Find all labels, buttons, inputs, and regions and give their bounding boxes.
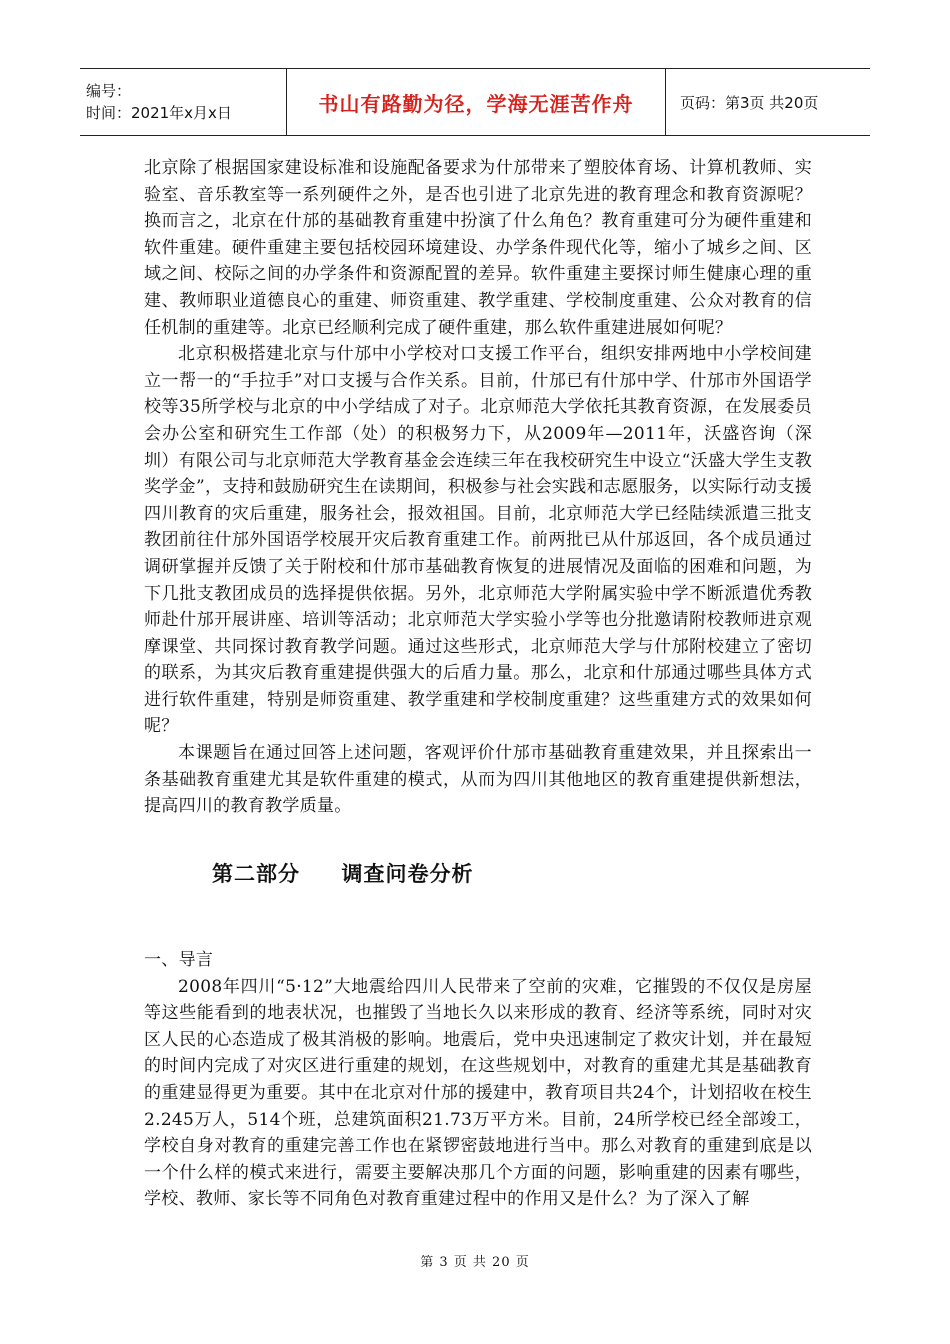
header-page-info: 页码：第3页 共20页 (666, 69, 871, 136)
header-motto: 书山有路勤为径，学海无涯苦作舟 (287, 69, 666, 136)
section-title: 第二部分 调查问卷分析 (212, 862, 474, 886)
section-body (144, 947, 812, 1213)
section-subheading: 一、导言 (144, 950, 214, 970)
page-header (80, 68, 870, 136)
body-paragraph: 北京积极搭建北京与什邡中小学校对口支援工作平台，组织安排两地中小学校间建立一帮一的“手拉手”对口支援与合作关系。目前，什邡已有什邡中学、什邡市外国语学校等35所学校与北京的中小学结成了对子。北京师范大学依托其教育资源，在发展委员会办公室和研究生工作部（处）的积极努力下，从2009年—2011年，沃盛咨询（深圳）有限公司与北京师范大学教育基金会连续三年在我校研究生中设立“沃盛大学生支教奖学金”，支持和鼓励研究生在读期间，积极参与社会实践和志愿服务，以实际行动支援四川教育的灾后重建，服务社会，报效祖国。目前，北京师范大学已经陆续派遣三批支教团前往什邡外国语学校展开灾后教育重建工作。前两批已从什邡返回，各个成员通过调研掌握并反馈了关于附校和什邡市基础教育恢复的进展情况及面临的困难和问题，为下几批支教团成员的选择提供依据。另外，北京师范大学附属实验中学不断派遣优秀教师赴什邡开展讲座、培训等活动；北京师范大学实验小学等也分批邀请附校教师进京观摩课堂、共同探讨教育教学问题。通过这些形式，北京师范大学与什邡附校建立了密切的联系，为其灾后教育重建提供强大的后盾力量。那么，北京和什邡通过哪些具体方式进行软件重建，特别是师资重建、教学重建和学校制度重建？这些重建方式的效果如何呢？ (144, 344, 812, 737)
page-footer: 第 3 页 共 20 页 (420, 1255, 530, 1270)
body-paragraph: 北京除了根据国家建设标准和设施配备要求为什邡带来了塑胶体育场、计算机教师、实验室、音乐教室等一系列硬件之外，是否也引进了北京先进的教育理念和教育资源呢？换而言之，北京在什邡的基础教育重建中扮演了什么角色？教育重建可分为硬件重建和软件重建。硬件重建主要包括校园环境建设、办学条件现代化等，缩小了城乡之间、区域之间、校际之间的办学条件和资源配置的差异。软件重建主要探讨师生健康心理的重建、教师职业道德良心的重建、师资重建、教学重建、学校制度重建、公众对教育的信任机制的重建等。北京已经顺利完成了硬件重建，那么软件重建进展如何呢？ (144, 158, 812, 338)
document-number-label: 编号： (86, 82, 132, 100)
body-paragraph: 本课题旨在通过回答上述问题，客观评价什邡市基础教育重建效果，并且探索出一条基础教育重建尤其是软件重建的模式，从而为四川其他地区的教育重建提供新想法，提高四川的教育教学质量。 (144, 743, 812, 817)
body-text (144, 155, 812, 820)
document-time-label: 时间：2021年x月x日 (86, 104, 232, 122)
header-meta (80, 69, 287, 136)
section-paragraph: 2008年四川“5·12”大地震给四川人民带来了空前的灾难，它摧毁的不仅仅是房屋等这些能看到的地表状况，也摧毁了当地长久以来形成的教育、经济等系统，同时对灾区人民的心态造成了极其消极的影响。地震后，党中央迅速制定了救灾计划，并在最短的时间内完成了对灾区进行重建的规划，在这些规划中，对教育的重建尤其是基础教育的重建显得更为重要。其中在北京对什邡的援建中，教育项目共24个，计划招收在校生2.245万人，514个班，总建筑面积21.73万平方米。目前，24所学校已经全部竣工，学校自身对教育的重建完善工作也在紧锣密鼓地进行当中。那么对教育的重建到底是以一个什么样的模式来进行，需要主要解决那几个方面的问题，影响重建的因素有哪些，学校、教师、家长等不同角色对教育重建过程中的作用又是什么？为了深入了解 (144, 976, 812, 1210)
